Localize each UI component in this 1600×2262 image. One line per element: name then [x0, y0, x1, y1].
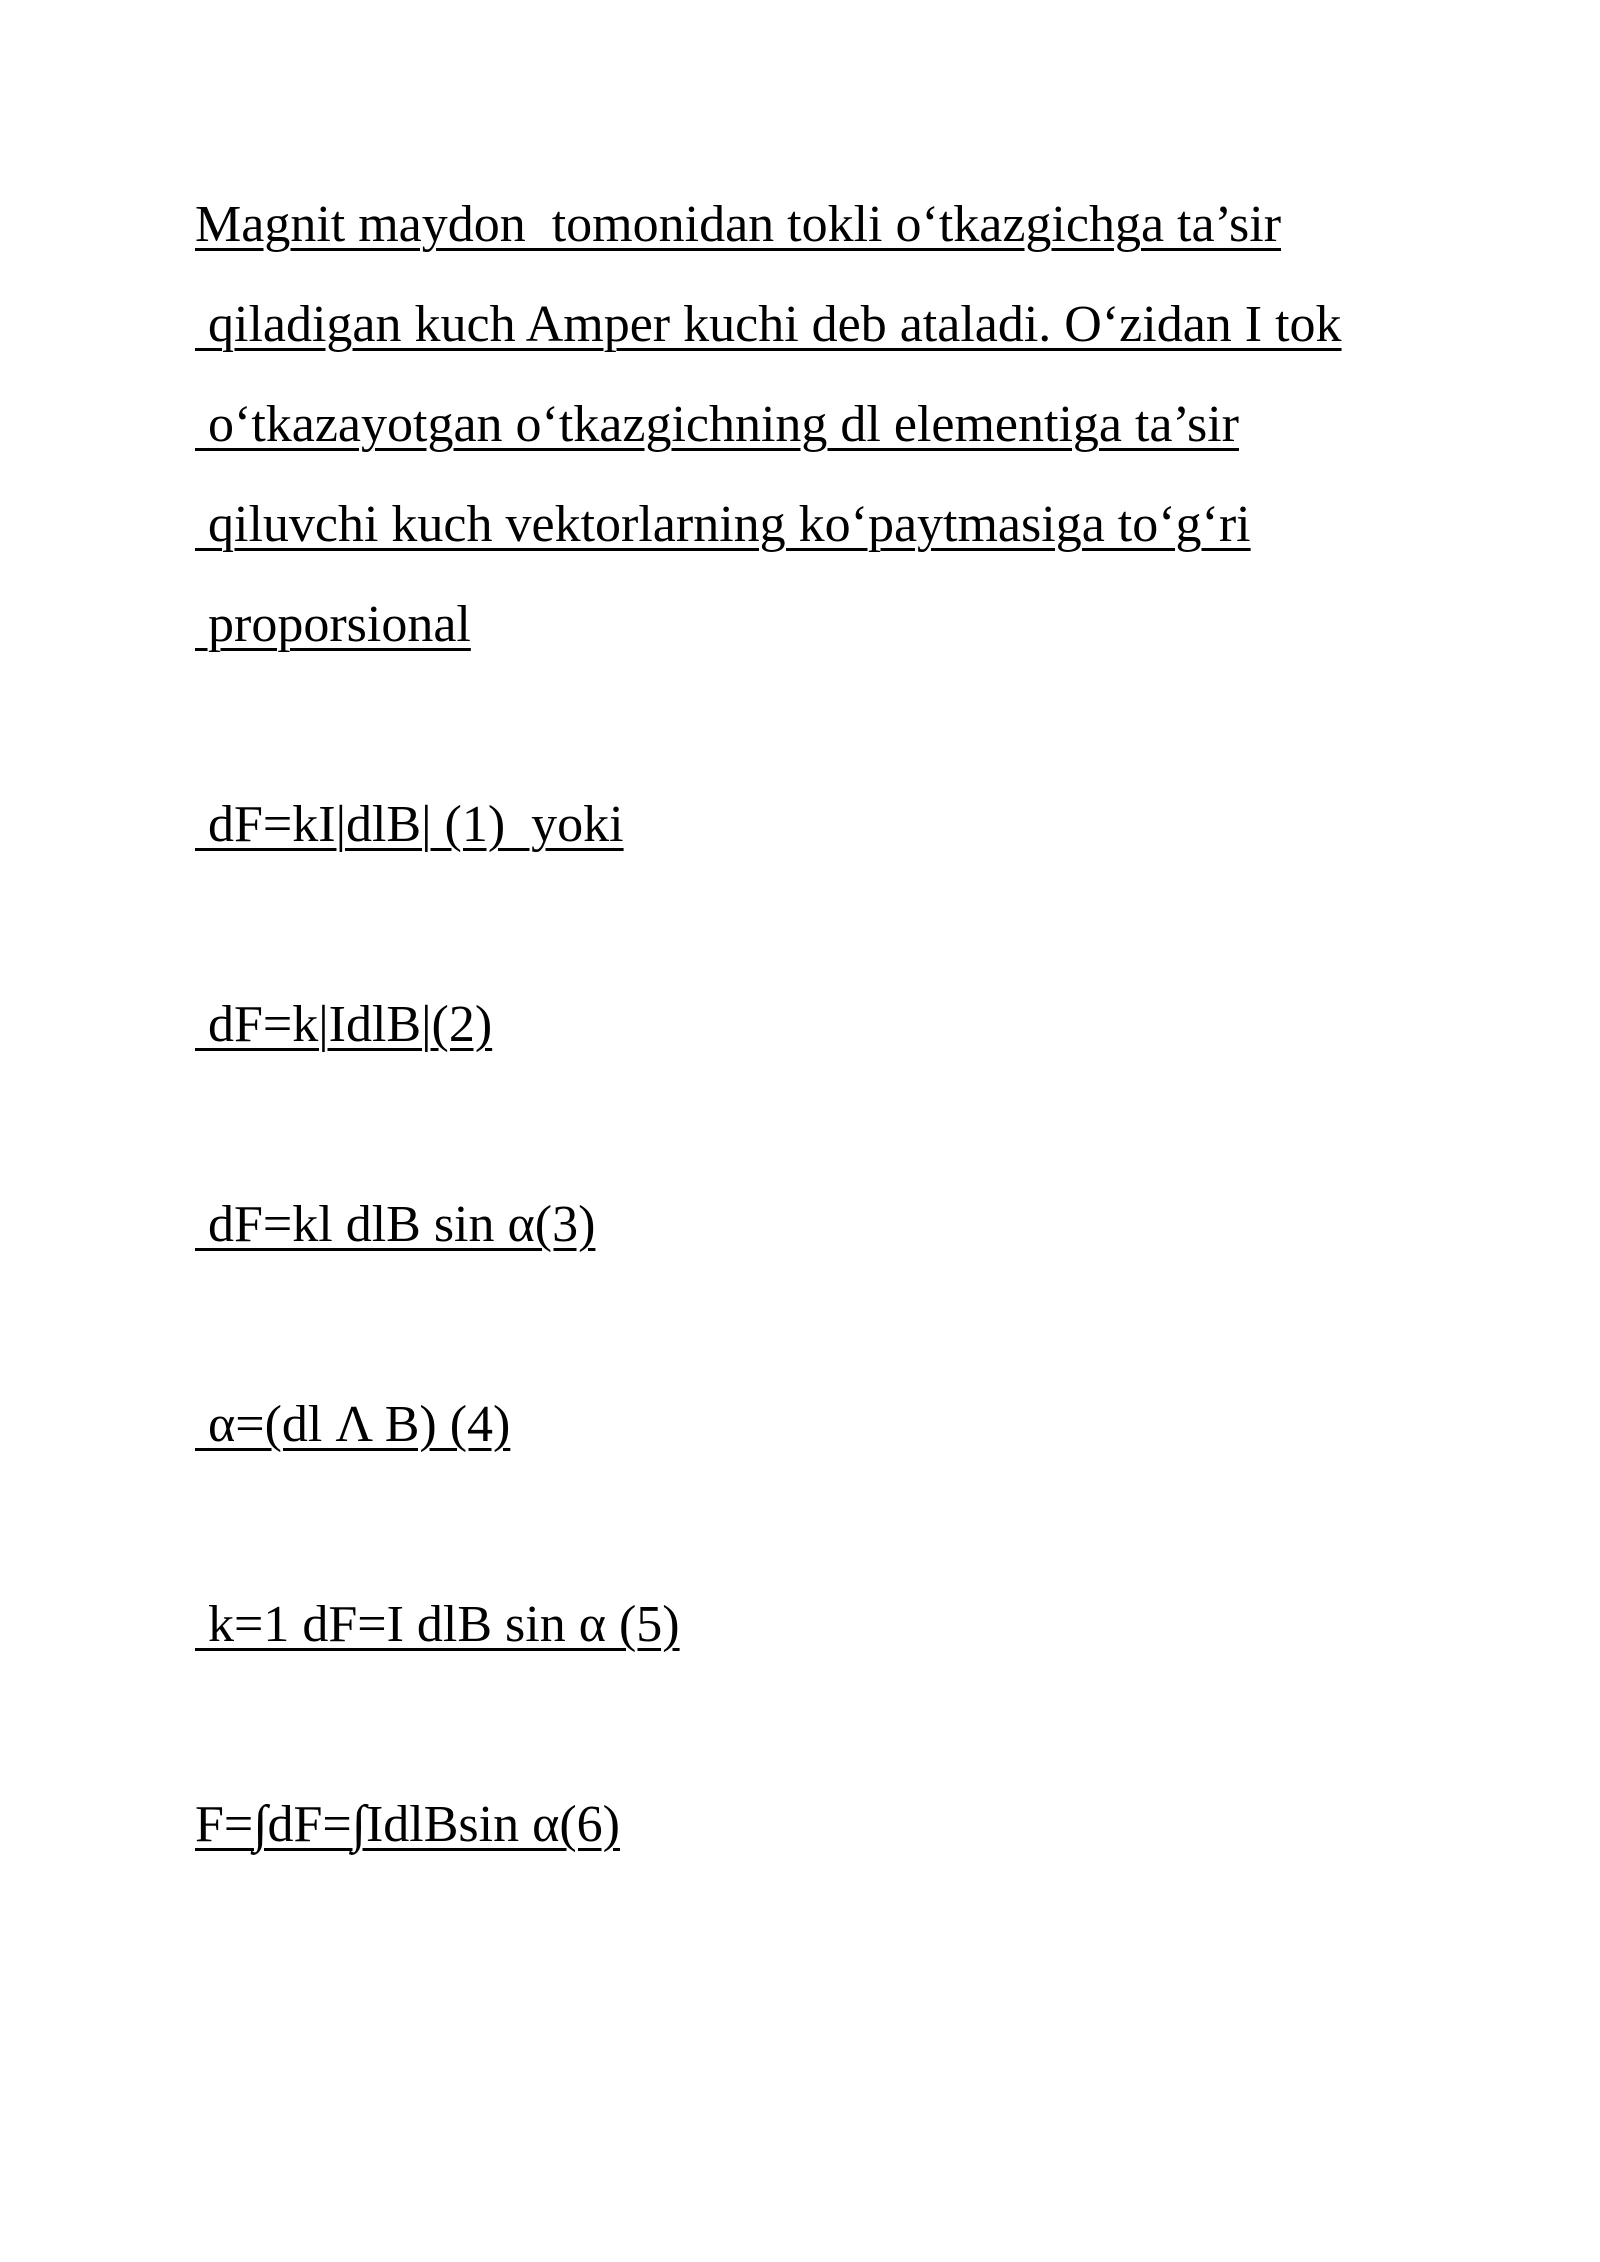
paragraph-line-2: qiladigan kuch Amper kuchi deb ataladi. O‘zidan I tok	[195, 296, 1342, 353]
formula-5: k=1 dF=I dlB sin α (5)	[195, 1596, 680, 1653]
formula-4: α=(dl Λ B) (4)	[195, 1396, 511, 1453]
formula-6: F=∫dF=∫IdlBsin α(6)	[195, 1796, 620, 1853]
formula-1: dF=kI|dlB| (1) yoki	[195, 796, 624, 853]
formula-2: dF=k|IdlB|(2)	[195, 996, 493, 1053]
paragraph-line-3: o‘tkazayotgan o‘tkazgichning dl elementiga ta’sir	[195, 396, 1239, 453]
formula-3: dF=kl dlB sin α(3)	[195, 1196, 596, 1253]
paragraph-line-5: proporsional	[195, 596, 471, 653]
paragraph-line-4: qiluvchi kuch vektorlarning ko‘paytmasiga to‘g‘ri	[195, 496, 1251, 553]
paragraph-line-1: Magnit maydon tomonidan tokli o‘tkazgichga ta’sir	[195, 196, 1282, 253]
